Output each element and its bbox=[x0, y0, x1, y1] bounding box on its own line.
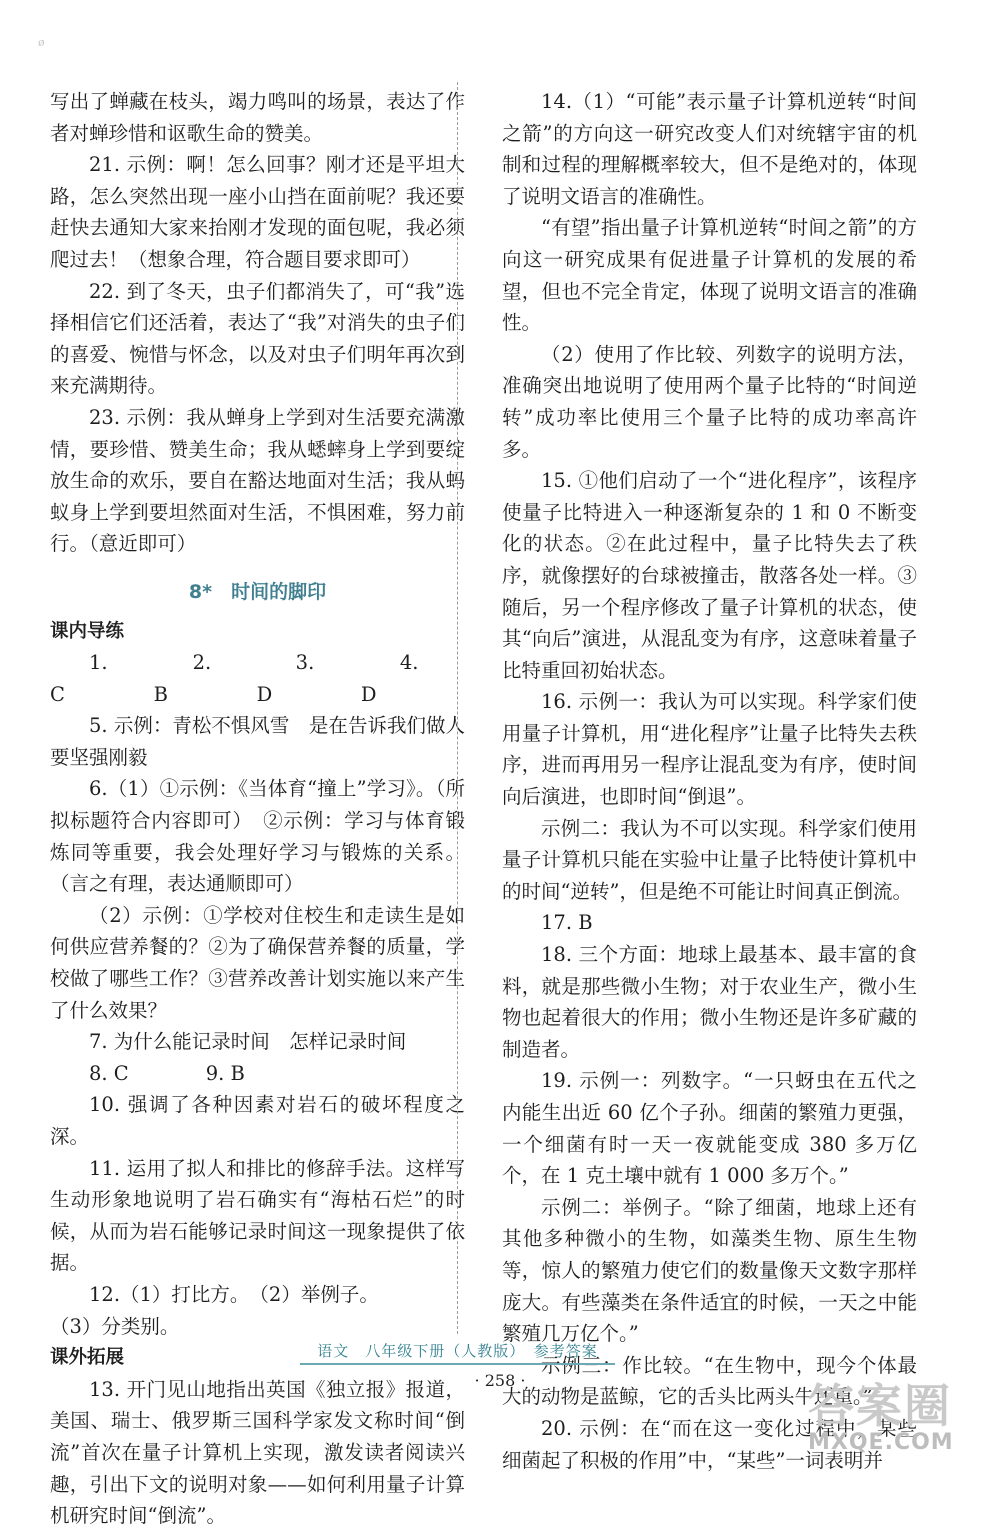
answer-8: 8. C bbox=[89, 1061, 129, 1085]
answer-13: 13. 开门见山地指出英国《独立报》报道，美国、瑞士、俄罗斯三国科学家发文称时间“倒流”首次在量子计算机上实现，激发读者阅读兴趣，引出下文的说明对象——如何利用量子计算机研究时间“倒流”。 bbox=[50, 1377, 465, 1528]
left-column bbox=[50, 86, 465, 1532]
answer-16-example-1: 16. 示例一：我认为可以实现。科学家们使用量子计算机，用“进化程序”让量子比特失去秩序，进而再用另一程序让混乱变为有序，使时间向后演进，也即时间“倒退”。 bbox=[502, 690, 917, 809]
corner-mark: ø bbox=[38, 36, 45, 49]
answer-3: 3. D bbox=[256, 651, 315, 706]
answer-6-2: （2）示例：①学校对住校生和走读生是如何供应营养餐的？②为了确保营养餐的质量，学校做了哪些工作？③营养改善计划实施以来产生了什么效果？ bbox=[50, 903, 465, 1022]
column-divider bbox=[457, 82, 458, 1334]
answer-19-example-1: 19. 示例一：列数字。“一只蚜虫在五代之内能生出近 60 亿个子孙。细菌的繁殖力更强，一个细菌有时一天一夜就能变成 380 多万亿个，在 1 克土壤中就有 1 000 多万个。” bbox=[502, 1069, 917, 1188]
answer-21: 21. 示例：啊！怎么回事？刚才还是平坦大路，怎么突然出现一座小山挡在面前呢？我还要赶快去通知大家来抬刚才发现的面包呢，我必须爬过去！（想象合理，符合题目要求即可） bbox=[50, 153, 465, 271]
watermark-text: 答案圈 bbox=[808, 1379, 952, 1433]
section-title-extended: 课外拓展 bbox=[50, 1347, 125, 1369]
answers-8-9 bbox=[50, 1058, 465, 1090]
watermark-url: MXQE.COM bbox=[808, 1430, 954, 1455]
right-column bbox=[502, 86, 917, 1476]
answer-11: 11. 运用了拟人和排比的修辞手法。这样写生动形象地说明了岩石确实有“海枯石烂”的时候，从而为岩石能够记录时间这一现象提供了依据。 bbox=[50, 1156, 465, 1275]
page-number: · 258 · bbox=[474, 1371, 526, 1390]
watermark-logo bbox=[808, 1380, 993, 1458]
answer-5: 5. 示例：青松不惧风雪 是在告诉我们做人要坚强刚毅 bbox=[50, 714, 465, 769]
answer-20-start: 20. 示例：在“而在这一变化过程中，某些细菌起了积极的作用”中，“某些”一词表明并 bbox=[502, 1416, 917, 1472]
section-title-in-class: 课内导练 bbox=[50, 620, 125, 642]
answer-17: 17. B bbox=[541, 911, 593, 935]
answer-22: 22. 到了冬天，虫子们都消失了，可“我”选择相信它们还活着，表达了“我”对消失的虫子们的喜爱、惋惜与怀念，以及对虫子们明年再次到来充满期待。 bbox=[50, 279, 465, 398]
answer-1: 1. C bbox=[50, 651, 108, 706]
answer-12-3: （3）分类别。 bbox=[50, 1314, 180, 1338]
answer-19-example-2: 示例二：举例子。“除了细菌，地球上还有其他多种微小的生物，如藻类生物、原生生物等，惊人的繁殖力使它们的数量像天文数字那样庞大。有些藻类在条件适宜的时候，一天之中能繁殖几万亿个。” bbox=[502, 1195, 917, 1346]
answer-12: 12.（1）打比方。 （2）举例子。 bbox=[89, 1282, 379, 1306]
answer-2: 2. B bbox=[153, 651, 212, 706]
answer-16-example-2: 示例二：我认为不可以实现。科学家们使用量子计算机只能在实验中让量子比特使计算机中的时间“逆转”，但是绝不可能让时间真正倒流。 bbox=[502, 816, 917, 903]
answer-14-1-b: “有望”指出量子计算机逆转“时间之箭”的方向这一研究成果有促进量子计算机的发展的希望，但也不完全肯定，体现了说明文语言的准确性。 bbox=[502, 216, 917, 335]
answer-14-1: 14.（1）“可能”表示量子计算机逆转“时间之箭”的方向这一研究改变人们对统辖宇宙的机制和过程的理解概率较大，但不是绝对的，体现了说明文语言的准确性。 bbox=[502, 90, 917, 208]
answer-19-example-3: 示例三：作比较。“在生物中，现今个体最大的动物是蓝鲸，它的舌头比两头牛还重。” bbox=[502, 1353, 917, 1409]
answer-14-2: （2）使用了作比较、列数字的说明方法，准确突出地说明了使用两个量子比特的“时间逆转”成功率比使用三个量子比特的成功率高许多。 bbox=[502, 342, 917, 461]
answer-18: 18. 三个方面：地球上最基本、最丰富的食料，就是那些微小生物；对于农业生产，微小生物也起着很大的作用；微小生物还是许多矿藏的制造者。 bbox=[502, 943, 917, 1061]
answer-15: 15. ①他们启动了一个“进化程序”，该程序使量子比特进入一种逐渐复杂的 1 和 0 不断变化的状态。②在此过程中，量子比特失去了秩序，就像摆好的台球被撞击，散落各处一样。③随后，另一个程序修改了量子计算机的状态，使其“向后”演进，从混乱变为有序，这意味着量子比特重回初始状态。 bbox=[502, 469, 917, 682]
answer-20-end: 写出了蝉藏在枝头，竭力鸣叫的场景，表达了作者对蝉珍惜和讴歌生命的赞美。 bbox=[50, 90, 465, 145]
answer-6-1: 6.（1）①示例：《当体育“撞上”学习》。（所拟标题符合内容即可） ②示例：学习与体育锻炼同等重要，我会处理好学习与锻炼的关系。（言之有理，表达通顺即可） bbox=[50, 777, 465, 896]
answer-10: 10. 强调了各种因素对岩石的破坏程度之深。 bbox=[50, 1093, 465, 1148]
answer-4: 4. D bbox=[360, 651, 419, 706]
answer-9: 9. B bbox=[205, 1061, 245, 1085]
answers-1-4 bbox=[50, 647, 465, 710]
answer-7: 7. 为什么能记录时间 怎样记录时间 bbox=[89, 1030, 407, 1054]
footer-book-title: 语文 八年级下册（人教版） 参考答案 bbox=[300, 1340, 615, 1365]
answer-23: 23. 示例：我从蝉身上学到对生活要充满激情，要珍惜、赞美生命；我从蟋蟀身上学到要绽放生命的欢乐，要自在豁达地面对生活；我从蚂蚁身上学到要坦然面对生活，不惧困难，努力前行。（意近即可） bbox=[50, 405, 465, 556]
lesson-heading: 8* 时间的脚印 bbox=[188, 580, 327, 603]
